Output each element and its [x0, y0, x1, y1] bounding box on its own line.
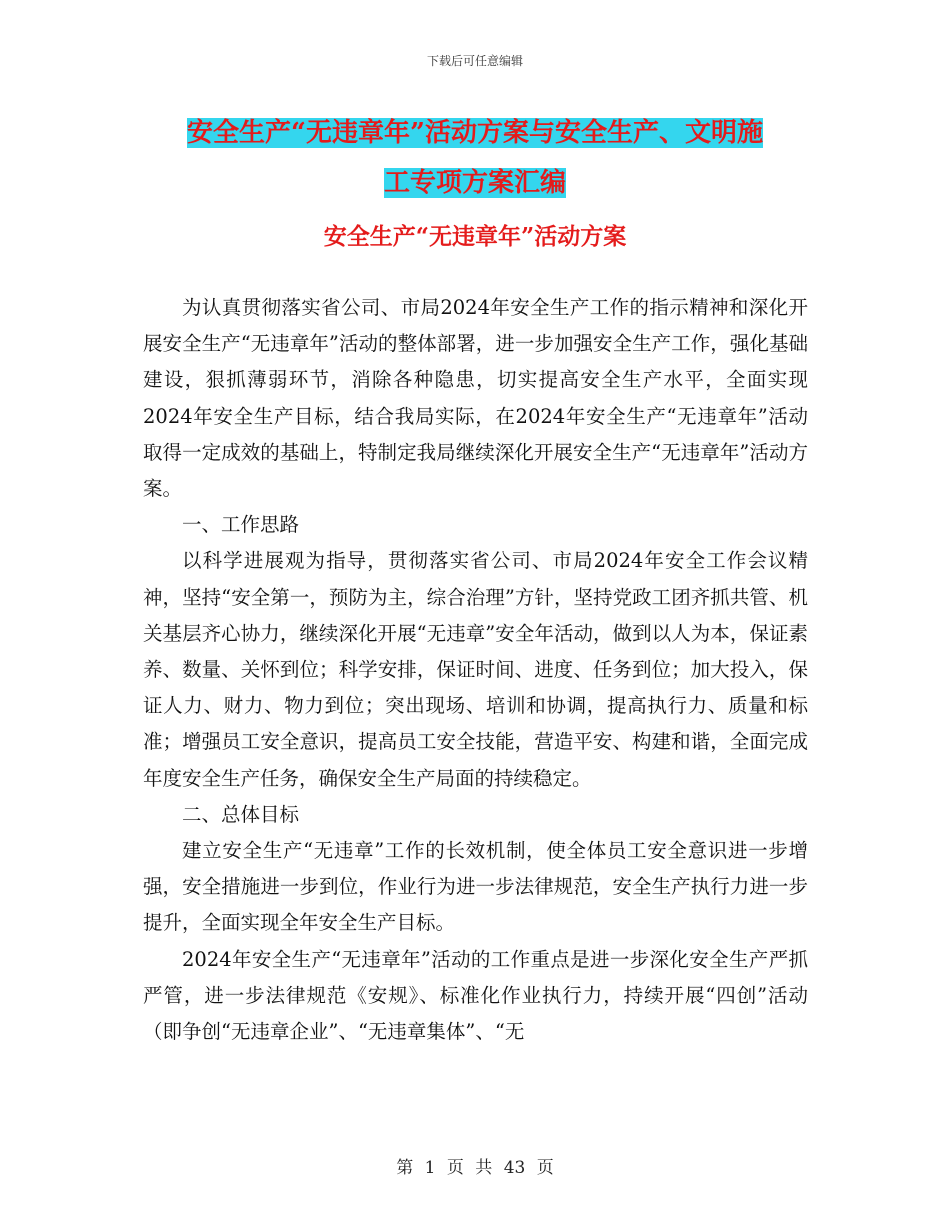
- heading-overall-goal: 二、总体目标: [182, 802, 300, 826]
- paragraph-work-approach: 以科学进展观为指导，贯彻落实省公司、市局2024年安全工作会议精神，坚持“安全第一，预防为主，综合治理”方针，坚持党政工团齐抓共管、机关基层齐心协力，继续深化开展“无违章”安全年活动，做到以人为本，保证素养、数量、关怀到位；科学安排，保证时间、进度、任务到位；加大投入，保证人力、财力、物力到位；突出现场、培训和协调，提高执行力、质量和标准；增强员工安全意识，提高员工安全技能，营造平安、构建和谐，全面完成年度安全生产任务，确保安全生产局面的持续稳定。: [143, 549, 808, 790]
- heading-work-approach: 一、工作思路: [182, 513, 300, 537]
- document-body: [143, 290, 808, 1050]
- section-title: 安全生产“无违章年”活动方案: [323, 223, 627, 250]
- page-header-note: 下载后可任意编辑: [426, 54, 523, 68]
- document-title-line-2: 工专项方案汇编: [383, 168, 566, 198]
- paragraph-overall-goal: 建立安全生产“无违章”工作的长效机制，使全体员工安全意识进一步增强，安全措施进一步到位，作业行为进一步法律规范，安全生产执行力进一步提升，全面实现全年安全生产目标。: [143, 839, 808, 935]
- paragraph-intro: 为认真贯彻落实省公司、市局2024年安全生产工作的指示精神和深化开展安全生产“无违章年”活动的整体部署，进一步加强安全生产工作，强化基础建设，狠抓薄弱环节，消除各种隐患，切实提高安全生产水平，全面实现2024年安全生产目标，结合我局实际，在2024年安全生产“无违章年”活动取得一定成效的基础上，特制定我局继续深化开展安全生产“无违章年”活动方案。: [143, 296, 808, 501]
- page-number: 第 1 页 共 43 页: [396, 1158, 554, 1178]
- document-title-line-1: 安全生产“无违章年”活动方案与安全生产、文明施: [187, 118, 763, 148]
- paragraph-key-work: 2024年安全生产“无违章年”活动的工作重点是进一步深化安全生产严抓严管，进一步法律规范《安规》、标准化作业执行力，持续开展“四创”活动（即争创“无违章企业”、“无违章集体”、“无: [143, 947, 808, 1044]
- document-title: [140, 108, 810, 208]
